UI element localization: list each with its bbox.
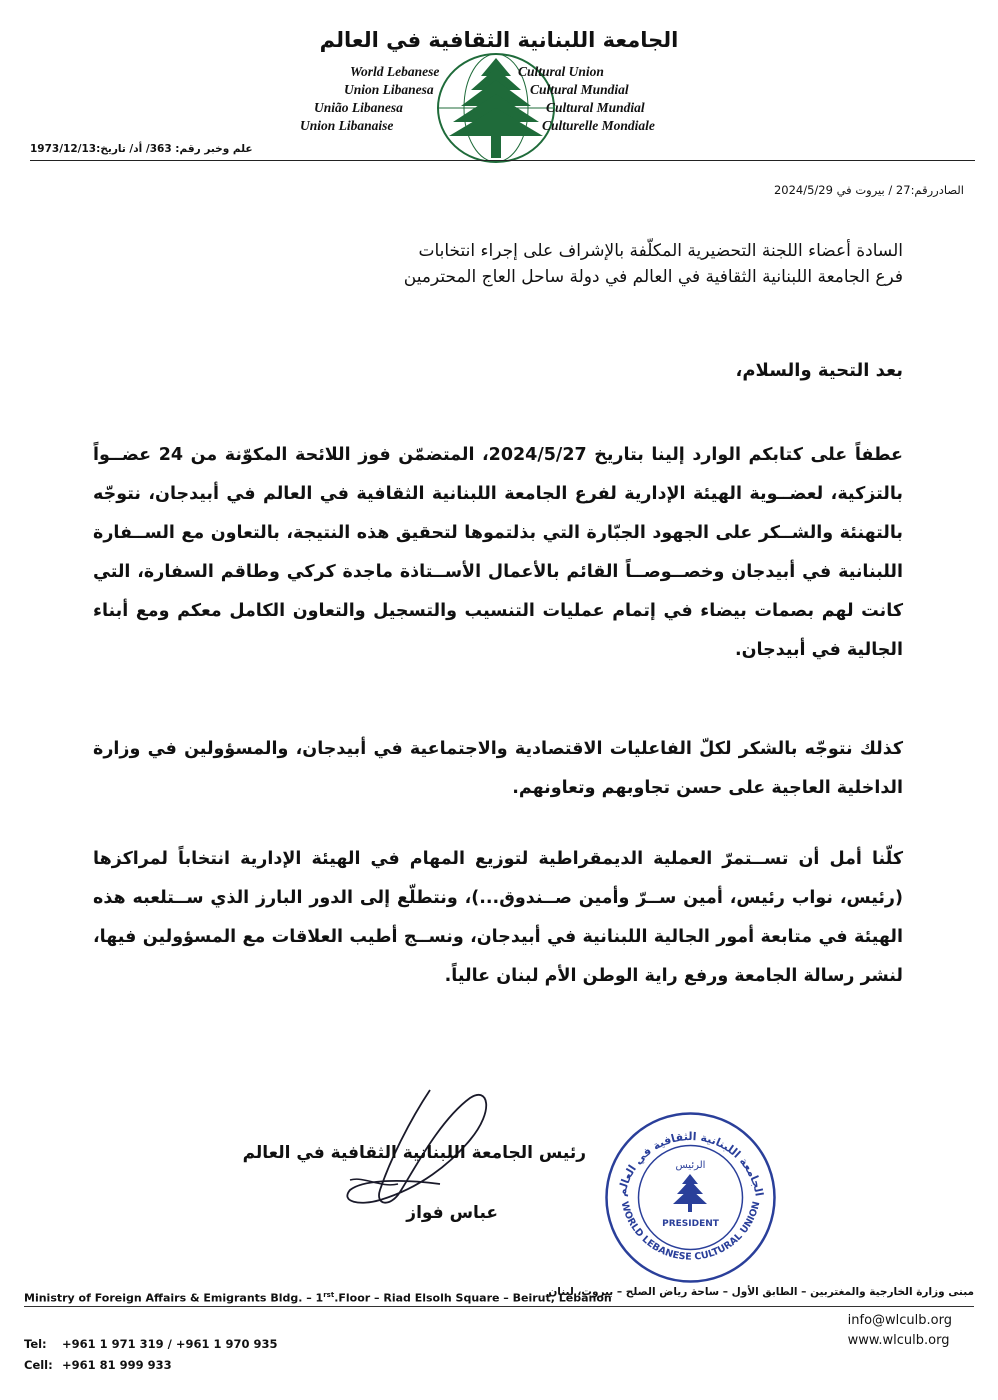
org-name-arabic: الجامعة اللبنانية الثقافية في العالم — [319, 28, 679, 52]
header-divider — [30, 160, 975, 161]
tel-label: Tel: — [24, 1337, 47, 1351]
org-name-line: World Lebanese — [350, 64, 440, 79]
body-paragraph: كذلك نتوجّه بالشكر لكلّ الفاعليات الاقتصادية والاجتماعية في أبيدجان، والمسؤولين في وزارة الداخلية العاجية على حسن تجاوبهم وتعاونهم. — [93, 739, 903, 798]
org-name-line: Cultural Union — [518, 64, 604, 79]
seal-role-en: PRESIDENT — [662, 1219, 719, 1229]
addressee-line: السادة أعضاء اللجنة التحضيرية المكلّفة بالإشراف على إجراء انتخابات — [418, 241, 903, 261]
org-name-line: Union Libanaise — [300, 118, 394, 133]
addressee-line: فرع الجامعة اللبنانية الثقافية في العالم في دولة ساحل العاج المحترمين — [403, 267, 903, 287]
footer-address-arabic: مبنى وزارة الخارجية والمغتربين – الطابق الأول – ساحة رياض الصلح – بيروت، لبنان — [548, 1286, 974, 1298]
website-link[interactable]: www.wlculb.org — [847, 1333, 950, 1348]
signatory-name: عباس فواز — [406, 1203, 498, 1223]
tel-numbers: +961 1 971 319 / +961 1 970 935 — [62, 1337, 278, 1351]
org-name-line: Culturelle Mondiale — [542, 118, 655, 133]
body-paragraph: عطفاً على كتابكم الوارد إلينا بتاريخ 2024/5/27، المتضمّن فوز اللائحة المكوّنة من 24 عضــواً بالتزكية، لعضــوية الهيئة الإدارية لفرع الجامعة اللبنانية الثقافية في العالم في أبيدجان، نتوجّه بالتهنئة والشــكر على الجهود الجبّارة التي بذلتموها لتحقيق هذه النتيجة، بالتعاون مع الســفارة اللبنانية في أبيدجان وخصــوصــاً القائم بالأعمال الأســتاذة ماجدة كركي وطاقم السفارة، التي كانت لهم بصمات بيضاء في إتمام عمليات التنسيب والتسجيل والتعاون الكامل معكم ومع أبناء الجالية في أبيدجان. — [93, 445, 903, 660]
org-name-line: Union Libanesa — [344, 82, 434, 97]
cell-line — [24, 1355, 278, 1376]
seal-role-ar: الرئيس — [675, 1160, 706, 1171]
org-name-line: União Libanesa — [314, 100, 403, 115]
telephone-line — [24, 1334, 278, 1355]
footer-address-english: Ministry of Foreign Affairs & Emigrants Bldg. – $1^{rst}.Floor$ – Riad Elsolh Square – Beirut, Lebanon — [24, 1291, 612, 1305]
email-link[interactable]: info@wlculb.org — [847, 1313, 952, 1328]
cell-number: +961 81 999 933 — [62, 1358, 172, 1372]
greeting: بعد التحية والسلام، — [735, 360, 903, 381]
body-paragraph: كلّنا أمل أن تســتمرّ العملية الديمقراطية لتوزيع المهام في الهيئة الإدارية انتخاباً لمراكزها (رئيس، نواب رئيس، أمين ســرّ وأمين صــندوق...)، ونتطلّع إلى الدور البارز الذي ســتلعبه هذه الهيئة في متابعة أمور الجالية اللبنانية في أبيدجان، ونســج أطيب العلاقات مع المسؤولين فيها، لنشر رسالة الجامعة ورفع راية الوطن الأم لبنان عالياً. — [93, 849, 903, 986]
phone-contacts — [24, 1334, 278, 1376]
org-name-line: Cultural Mundial — [530, 82, 629, 97]
footer-divider — [24, 1306, 974, 1307]
seal-ring-text-en: WORLD LEBANESE CULTURAL UNION — [618, 1200, 763, 1263]
org-names-right — [518, 63, 708, 135]
org-name-line: Cultural Mundial — [546, 100, 645, 115]
seal-ring-text-ar: الجامعة اللبنانية الثقافية في العالم — [615, 1130, 766, 1198]
registration-number: علم وخبر رقم: 363/ أد/ تاريخ:1973/12/13 — [30, 143, 253, 155]
online-contacts — [848, 1311, 952, 1351]
president-seal-stamp — [603, 1110, 778, 1285]
issued-reference: الصادررقم:27 / بيروت في 2024/5/29 — [773, 183, 964, 197]
addressee — [93, 238, 903, 290]
signatory-title: رئيس الجامعة اللبنانية الثقافية في العالم — [242, 1143, 586, 1163]
cell-label: Cell: — [24, 1358, 53, 1372]
